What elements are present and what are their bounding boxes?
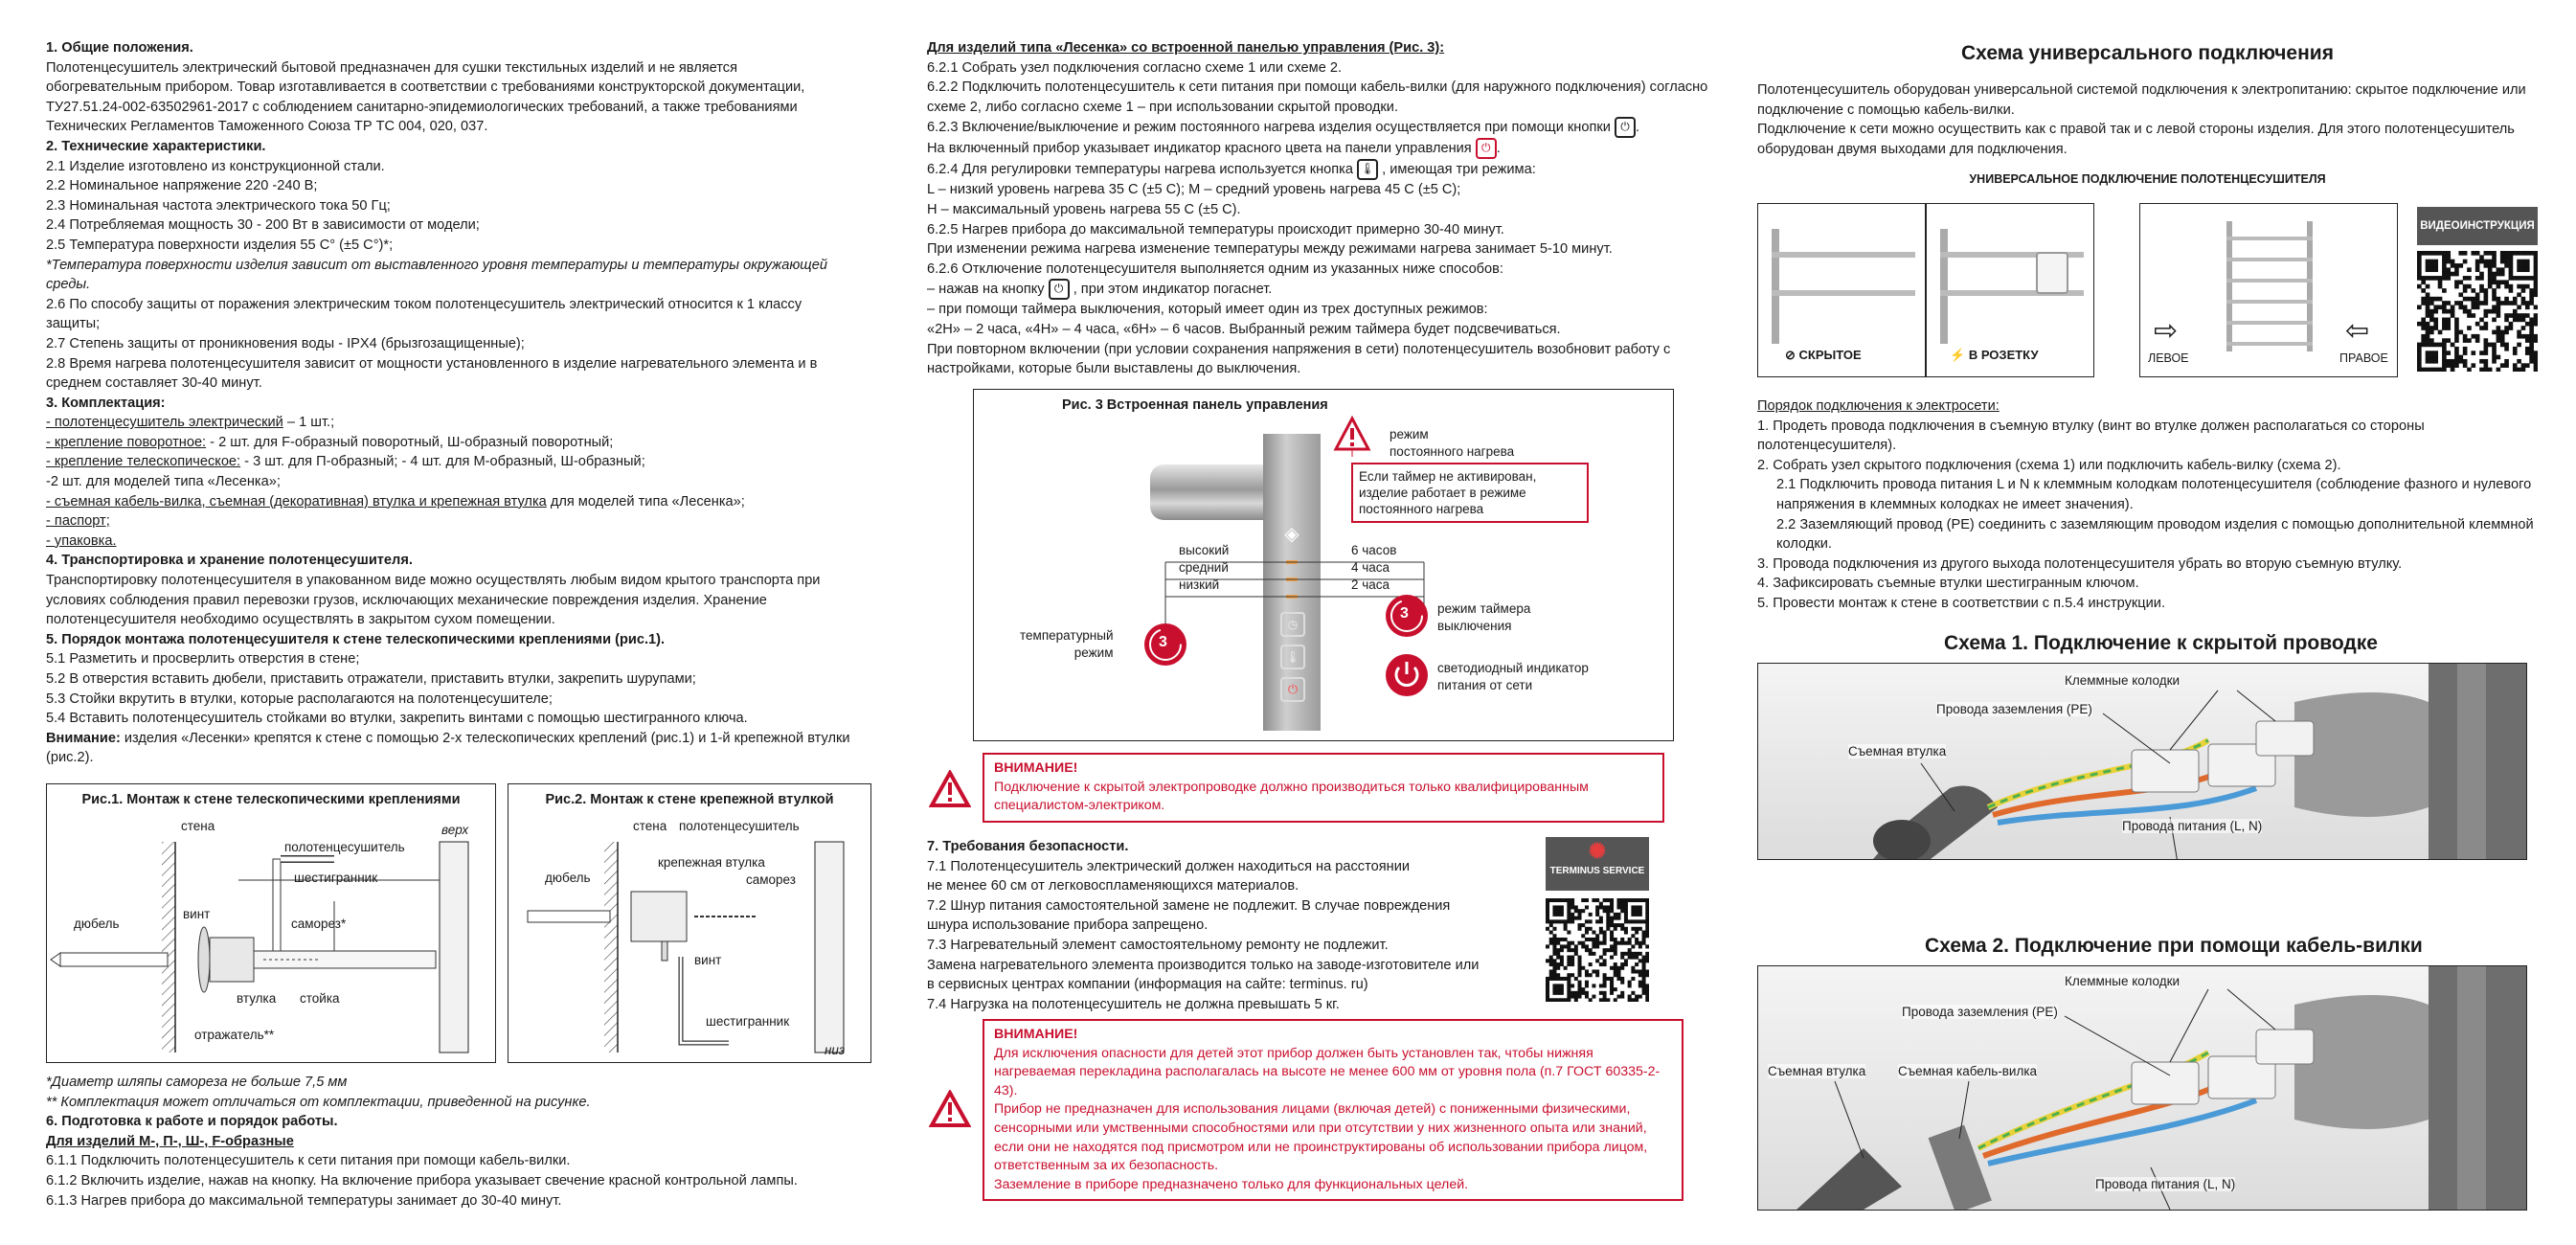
safety-line: шнура использование прибора запрещено. [927, 917, 1209, 934]
figure-1 [46, 783, 496, 1063]
timer-button-icon: ◷ [1280, 612, 1305, 637]
ladder-line: 6.2.5 Нагрев прибора до максимальной температуры происходит примерно 30-40 минут. [927, 221, 1504, 238]
safety-line: Замена нагревательного элемента производится только на заводе-изготовителе или [927, 957, 1480, 973]
order-step: 2. Собрать узел скрытого подключения (схема 1) или подключить кабель-вилку (схема 2). [1757, 457, 2341, 473]
spec-item: 2.3 Номинальная частота электрического тока 50 Гц; [46, 197, 391, 214]
rail-bar [1772, 290, 1915, 296]
section-1-title: 1. Общие положения. [46, 40, 193, 56]
section-5-title: 5. Порядок монтажа полотенцесушителя к стене телескопическими креплениями (рис.1). [46, 631, 666, 647]
warning-title: ВНИМАНИЕ! [994, 760, 1078, 776]
universal-subtitle: УНИВЕРСАЛЬНОЕ ПОДКЛЮЧЕНИЕ ПОЛОТЕНЦЕСУШИТЕЛЯ [1969, 172, 2326, 186]
section-4-title: 4. Транспортировка и хранение полотенцесушителя. [46, 553, 413, 569]
ladder-line: При изменении режима нагрева изменение температуры между режимами нагрева занимает 5-10 минут. [927, 241, 1613, 258]
work-step: 6.1.1 Подключить полотенцесушитель к сети питания при помощи кабель-вилки. [46, 1153, 571, 1169]
warning-triangle-icon [929, 770, 971, 808]
label-rack: стойка [300, 991, 340, 1006]
safety-line: 7.1 Полотенцесушитель электрический должен находиться на расстоянии [927, 858, 1410, 874]
rail-left [1940, 229, 1948, 344]
label-power: Провода питания (L, N) [2095, 1177, 2236, 1191]
work-step: 6.1.2 Включить изделие, нажав на кнопку. На включение прибора указывает свечение красной контрольной лампы. [46, 1172, 798, 1188]
timer-6h: 6 часов [1351, 543, 1397, 557]
mount-step: 5.4 Вставить полотенцесушитель стойками во втулки, закрепить винтами с помощью шестигранного ключа. [46, 711, 748, 727]
column-middle [927, 38, 1722, 379]
qr-pattern [1546, 898, 1649, 1002]
ladder-line: На включенный прибор указывает индикатор красного цвета на панели управления ⏻ . [927, 138, 1722, 159]
label-sleeve: крепежная втулка [658, 855, 765, 870]
ladder-line: 6.2.4 Для регулировки температуры нагрева используется кнопка 🌡 , имеющая три режима: [927, 159, 1722, 180]
label-sleeve: Съемная втулка [1848, 744, 1947, 758]
rail-left [2226, 221, 2232, 351]
label-wall: стена [633, 819, 667, 833]
label-power: Провода питания (L, N) [2122, 819, 2263, 833]
order-step: 1. Продеть провода подключения в съемную втулку (винт во втулке должен располагаться со стороны полотенцесушителя). [1757, 418, 2425, 454]
temp-badge-number: 3 [1159, 634, 1167, 650]
label-dryer: полотенцесушитель [679, 819, 800, 833]
rail-left [1772, 229, 1779, 344]
label-hex: шестигранник [294, 871, 378, 885]
kit-item: - крепление поворотное: - 2 шт. для F-образный поворотный, Ш-образный поворотный; [46, 434, 614, 450]
column-left-bottom [46, 1073, 850, 1211]
warning-text: Для исключения опасности для детей этот прибор должен быть установлен так, чтобы нижняя нагреваемая перекладина располагалась на высоте не менее 600 мм от уровня пола (п.7 ГОСТ 60335-2-43). [994, 1045, 1661, 1098]
schema-2-title: Схема 2. Подключение при помощи кабель-вилки [1925, 935, 2423, 957]
video-qr-code[interactable] [2417, 251, 2538, 372]
kit-item: - полотенцесушитель электрический – 1 шт.; [46, 415, 335, 431]
spec-item: 2.1 Изделие изготовлено из конструкционной стали. [46, 158, 385, 174]
label-screw-in: винт [183, 907, 211, 921]
ladder-line: «2Н» – 2 часа, «4Н» – 4 часа, «6Н» – 6 часов. Выбранный режим таймера будет подсвечиваться. [927, 321, 1561, 337]
order-step: 2.2 Заземляющий провод (PE) соединить с заземляющим проводом изделия с помощью дополнительной клеммной колодки. [1776, 516, 2534, 553]
ladder-line: H – максимальный уровень нагрева 55 С (±5 С). [927, 201, 1241, 217]
plug-icon: ⚡ [1950, 348, 1969, 362]
level-high: высокий [1179, 543, 1230, 557]
spec-item: 2.5 Температура поверхности изделия 55 С° (±5 С°)*; [46, 237, 394, 253]
universal-scheme-title: Схема универсального подключения [1961, 42, 2334, 64]
ladder-title: Для изделий типа «Лесенка» со встроенной панелью управления (Рис. 3): [927, 40, 1445, 56]
service-qr-code[interactable] [1546, 898, 1649, 1002]
no-visibility-icon: ⊘ [1785, 348, 1799, 362]
ladder-line: – при помощи таймера выключения, который имеет один из трех доступных режимов: [927, 302, 1488, 318]
timer-4h: 4 часа [1351, 560, 1390, 575]
level-mid: средний [1179, 560, 1229, 575]
warning-box-hidden-wiring [983, 753, 1664, 823]
section-2-title: 2. Технические характеристики. [46, 138, 266, 154]
label-dryer: полотенцесушитель [284, 840, 405, 854]
column-left [46, 38, 850, 768]
section-6-title: 6. Подготовка к работе и порядок работы. [46, 1114, 338, 1130]
video-instruction-label: ВИДЕОИНСТРУКЦИЯ [2417, 207, 2538, 245]
label-reflector: отражатель** [194, 1028, 275, 1042]
kit-item: - крепление телескопическое: - 3 шт. для П-образный; - 4 шт. для М-образный, Ш-образный; [46, 454, 645, 470]
socket-label: ⚡ В РОЗЕТКУ [1950, 348, 2039, 362]
power-button-icon: ⏻ [1280, 677, 1305, 702]
label-terminals: Клеммные колодки [2065, 673, 2181, 688]
label-top: верх [441, 823, 469, 837]
ladder-line: 6.2.1 Собрать узел подключения согласно схеме 1 или схеме 2. [927, 59, 1343, 76]
intro-text: Подключение к сети можно осуществить как с правой так и с левой стороны изделия. Для этого полотенцесушитель оборудован двумя выходами для подключения. [1757, 122, 2515, 157]
safety-line: в сервисных центрах компании (информация на сайте: terminus. ru) [927, 977, 1368, 993]
ladder-line: 6.2.3 Включение/выключение и режим постоянного нагрева изделия осуществляется при помощи кнопки ⏻ . [927, 117, 1722, 138]
section-7 [927, 837, 1521, 1014]
qr-pattern [2417, 251, 2538, 372]
label-plug: Съемная кабель-вилка [1898, 1064, 2038, 1078]
timer-badge-number: 3 [1400, 605, 1409, 622]
ladder-line: 6.2.6 Отключение полотенцесушителя выполняется одним из указанных ниже способов: [927, 260, 1503, 277]
warning-text: Подключение к скрытой электропроводке должно производиться только квалифицированным специалистом-электриком. [994, 779, 1589, 814]
rail-bars [2226, 237, 2313, 240]
label-temp-mode: температурный режим [1020, 628, 1114, 660]
hidden-label: ⊘ СКРЫТОЕ [1785, 348, 1862, 362]
power-button-icon: ⏻ [1049, 279, 1070, 300]
figure-3-title: Рис. 3 Встроенная панель управления [1062, 397, 1328, 413]
terminus-service-badge: ✺ TERMINUS SERVICE [1546, 837, 1649, 891]
thermometer-button-icon: 🌡 [1357, 159, 1378, 180]
right-label: ПРАВОЕ [2339, 351, 2388, 365]
warning-text: Прибор не предназначен для использования лицами (включая детей) с пониженными физическими, сенсорными или умственными способностями или при отсутствии у них жизненного опыта или знаний, если они не находятся под присмотром или не проинструктированы об использовании прибора лицом, ответственным за их безопасность. [994, 1101, 1648, 1174]
rail-right [2307, 221, 2313, 351]
safety-line: не менее 60 см от легковоспламеняющихся материалов. [927, 878, 1299, 894]
schema-1-title: Схема 1. Подключение к скрытой проводке [1944, 632, 2378, 654]
connection-options-box [1757, 203, 2094, 377]
schema-1-photo [1757, 663, 2527, 860]
connection-order [1757, 396, 2538, 614]
label-led: светодиодный индикатор питания от сети [1437, 661, 1589, 692]
order-step: 3. Провода подключения из другого выхода полотенцесушителя убрать во вторую съемную втулку. [1757, 555, 2403, 572]
order-title: Порядок подключения к электросети: [1757, 398, 2000, 414]
mount-step: 5.2 В отверстия вставить дюбели, приставить отражатели, приставить втулки, закрепить шурупами; [46, 671, 696, 687]
schema-2-photo [1757, 965, 2527, 1211]
logo-icon: ◈ [1284, 524, 1299, 545]
warning-triangle-icon [929, 1090, 971, 1128]
label-screw: саморез [746, 872, 796, 887]
left-label: ЛЕВОЕ [2148, 351, 2189, 365]
label-screw: саморез* [291, 917, 347, 931]
label-sleeve: Съемная втулка [1768, 1064, 1866, 1078]
kit-item: -2 шт. для моделей типа «Лесенка»; [46, 474, 281, 490]
safety-line: 7.4 Нагрузка на полотенцесушитель не должна превышать 5 кг. [927, 996, 1340, 1012]
order-step: 4. Зафиксировать съемные втулки шестигранным ключом. [1757, 576, 2139, 592]
spec-item: 2.6 По способу защиты от поражения электрическим током полотенцесушитель электрический относится к 1 классу защиты; [46, 296, 802, 332]
intro-text: Полотенцесушитель оборудован универсальной системой подключения к электропитанию: скрытое подключение или подключение с помощью кабель-вилки. [1757, 82, 2526, 118]
work-step: 6.1.3 Нагрев прибора до максимальной температуры занимает до 30-40 минут. [46, 1192, 562, 1209]
kit-item: - паспорт; [46, 513, 110, 530]
spec-item: 2.8 Время нагрева полотенцесушителя зависит от мощности установленного в изделие нагревательного элемента и в среднем составляет 30-40 минут. [46, 355, 818, 392]
warning-title: ВНИМАНИЕ! [994, 1027, 1078, 1042]
power-indicator-icon: ⏻ [1476, 138, 1497, 159]
label-ground: Провода заземления (PE) [1902, 1005, 2058, 1019]
order-step: 2.1 Подключить провода питания L и N к клеммным колодкам полотенцесушителя (соблюдение фазного и нулевого напряжения в клеммных колодках не имеет значения). [1776, 477, 2532, 512]
spec-item: 2.2 Номинальное напряжение 220 -240 В; [46, 178, 318, 194]
label-dowel: дюбель [74, 917, 120, 931]
figure-2 [508, 783, 871, 1063]
label-screw-in: винт [694, 953, 722, 967]
label-timer-mode: режим таймера выключения [1437, 601, 1531, 633]
level-low: низкий [1179, 577, 1220, 592]
timer-note-box: Если таймер не активирован, изделие работает в режиме постоянного нагрева [1351, 463, 1589, 523]
label-hex: шестигранник [706, 1014, 790, 1029]
universal-intro [1757, 80, 2538, 159]
divider [1925, 204, 1927, 376]
figure-3 [973, 389, 1674, 741]
thermometer-button-icon: 🌡 [1280, 645, 1305, 669]
mount-step: 5.1 Разметить и просверлить отверстия в стене; [46, 651, 360, 668]
power-button-icon: ⏻ [1615, 117, 1636, 138]
kit-item: - съемная кабель-вилка, съемная (декоративная) втулка и крепежная втулка для моделей типа «Лесенка»; [46, 493, 745, 509]
spec-note: *Температура поверхности изделия зависит от выставленного уровня температуры и температуры окружающей среды. [46, 257, 827, 293]
safety-line: 7.2 Шнур питания самостоятельной замене не подлежит. В случае повреждения [927, 897, 1451, 914]
order-step: 5. Провести монтаж к стене в соответствии с п.5.4 инструкции. [1757, 595, 2165, 611]
mount-step: 5.3 Стойки вкрутить в втулки, которые располагаются на полотенцесушителе; [46, 690, 553, 707]
warning-text: Заземление в приборе предназначено только для функциональных целей. [994, 1176, 1469, 1192]
ladder-line: – нажав на кнопку ⏻ , при этом индикатор погаснет. [927, 279, 1722, 300]
warning-box-children [983, 1019, 1683, 1201]
label-sleeve: втулка [237, 991, 277, 1006]
ladder-line: При повторном включении (при условии сохранения напряжения в сети) полотенцесушитель возобновит работу с настройками, которые были выставлены до выключения. [927, 341, 1671, 377]
section-7-title: 7. Требования безопасности. [927, 839, 1129, 854]
section-4-text: Транспортировку полотенцесушителя в упакованном виде можно осуществлять любым видом крытого транспорта при условиях соблюдения правил перевозки грузов, исключающих механические повреждения изделия. Хранение полотенцесушителя необходимо осуществлять в закрытом сухом помещении. [46, 573, 821, 628]
label-constant-mode: режим постоянного нагрева [1390, 427, 1515, 459]
rail-bar [1772, 252, 1915, 258]
label-terminals: Клеммные колодки [2065, 974, 2181, 988]
label-bottom: низ [825, 1043, 846, 1057]
note: ** Комплектация может отличаться от комплектации, приведенной на рисунке. [46, 1094, 591, 1110]
arrow-right-icon: ⇨ [2154, 315, 2179, 347]
spec-item: 2.7 Степень защиты от проникновения воды - IPX4 (брызгозащищенные); [46, 335, 525, 351]
schema-2-drawing [1758, 966, 2526, 1210]
label-wall: стена [181, 819, 215, 833]
kit-item: - упаковка. [46, 532, 117, 549]
section-1-text: Полотенцесушитель электрический бытовой предназначен для сушки текстильных изделий и не является обогревательным прибором. Товар изготавливается в соответствии с требованиями конструкторской документации, ТУ27.51.24-002-63502961-2017 с соблюдением санитарно-эпидемиологических требований, а также требованиями Технических Регламентов Таможенного Союза ТР ТС 004, 020, 037. [46, 59, 805, 135]
arrow-left-icon: ⇦ [2345, 315, 2370, 347]
section-3-title: 3. Комплектация: [46, 395, 166, 411]
mount-warning: Внимание: изделия «Лесенки» крепятся к стене с помощью 2-х телескопических креплений (рис.1) и 1-й крепежной втулки (рис.2). [46, 730, 850, 766]
service-gear-icon: ✺ [1588, 839, 1607, 863]
note: *Диаметр шляпы самореза не больше 7,5 мм [46, 1075, 348, 1090]
spec-item: 2.4 Потребляемая мощность 30 - 200 Вт в зависимости от модели; [46, 217, 480, 234]
timer-2h: 2 часа [1351, 577, 1390, 592]
label-dowel: дюбель [545, 871, 591, 885]
section-6-subtitle: Для изделий М-, П-, Ш-, F-образные [46, 1133, 294, 1149]
safety-line: 7.3 Нагревательный элемент самостоятельному ремонту не подлежит. [927, 937, 1389, 953]
figure-1-title: Рис.1. Монтаж к стене телескопическими креплениями [81, 792, 461, 807]
side-options-box [2139, 203, 2398, 377]
ladder-line: L – низкий уровень нагрева 35 С (±5 С); M – средний уровень нагрева 45 С (±5 С); [927, 182, 1461, 198]
label-ground: Провода заземления (PE) [1936, 702, 2092, 716]
socket-icon [2036, 252, 2068, 294]
figure-2-title: Рис.2. Монтаж к стене крепежной втулкой [545, 792, 834, 807]
ladder-line: 6.2.2 Подключить полотенцесушитель к сети питания при помощи кабель-вилки (для наружного подключения) согласно схеме 2, либо согласно схеме 1 – при использовании скрытой проводки. [927, 79, 1708, 115]
